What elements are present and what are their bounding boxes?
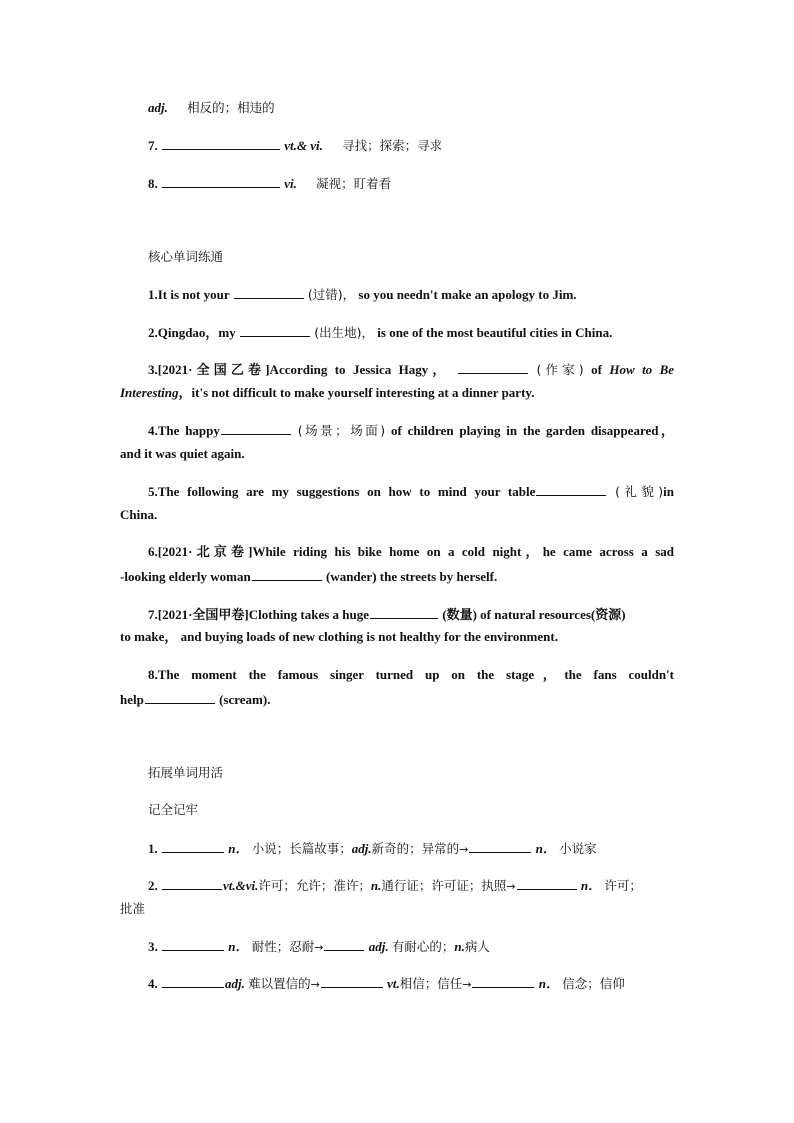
- answer-blank[interactable]: [472, 974, 534, 988]
- question-3: [148, 360, 674, 379]
- hint: (数量) of natural resources(资源): [442, 607, 626, 622]
- question-text: 4.The happy: [148, 423, 220, 438]
- question-text: in: [663, 484, 674, 499]
- section-title: 拓展单词用活: [148, 765, 224, 780]
- pos-label: adj.: [351, 841, 372, 856]
- book-title: Interesting: [120, 385, 179, 400]
- arrow-icon: →: [462, 978, 472, 991]
- hint: (出生地)，: [314, 325, 375, 340]
- meaning: 通行证；许可证；执照: [381, 878, 507, 893]
- pos-label: vi.: [284, 176, 297, 191]
- pos-label: adj.: [148, 100, 168, 115]
- answer-blank[interactable]: [234, 285, 304, 299]
- question-8-cont: [120, 690, 674, 709]
- question-text: and buying loads of new clothing is not healthy for the environment.: [180, 629, 558, 644]
- answer-blank[interactable]: [252, 567, 322, 581]
- pos-label: n．: [538, 976, 559, 991]
- answer-blank[interactable]: [162, 136, 280, 150]
- question-5: [148, 482, 674, 501]
- item-number: 3.: [148, 939, 158, 954]
- answer-blank[interactable]: [536, 482, 606, 496]
- item-number: 8.: [148, 176, 158, 191]
- question-text: 5.The following are my suggestions on how to mind your table: [148, 484, 536, 499]
- pos-label: n．: [535, 841, 556, 856]
- question-3-cont: [120, 384, 674, 402]
- meaning: 新奇的；异常的: [371, 841, 460, 856]
- meaning: 信念；信仰: [562, 976, 625, 991]
- question-4: [148, 421, 674, 440]
- question-7-cont: [120, 628, 674, 646]
- meaning: 凝视；盯着看: [316, 176, 392, 191]
- meaning: 小说；长篇故事；: [251, 841, 352, 856]
- question-6-cont: [120, 567, 674, 586]
- question-text: ，it's not difficult to make yourself interesting at a dinner party.: [178, 385, 535, 400]
- question-text: 3.[2021·全国乙卷]According to Jessica Hagy，: [148, 362, 450, 377]
- answer-blank[interactable]: [469, 839, 531, 853]
- meaning: 许可；: [604, 878, 642, 893]
- question-text: of children playing in the garden disappeared，: [390, 423, 675, 438]
- meaning: 相反的；相违的: [187, 100, 275, 115]
- meaning: 耐性；忍耐: [251, 939, 315, 954]
- answer-blank[interactable]: [458, 360, 528, 374]
- meaning: 小说家: [559, 841, 597, 856]
- item-number: 1.: [148, 841, 158, 856]
- question-text: so you needn't make an apology to Jim.: [358, 287, 577, 302]
- answer-blank[interactable]: [240, 323, 310, 337]
- question-2: [148, 323, 674, 342]
- item-number: 7.: [148, 138, 158, 153]
- meaning: 相信；信任: [399, 976, 463, 991]
- answer-blank[interactable]: [162, 839, 224, 853]
- answer-blank[interactable]: [162, 174, 280, 188]
- adj-line: [148, 99, 674, 117]
- question-text: help: [120, 692, 144, 707]
- arrow-icon: →: [314, 941, 324, 954]
- pos-label: n．: [580, 878, 602, 893]
- arrow-icon: →: [310, 978, 320, 991]
- answer-blank[interactable]: [162, 974, 224, 988]
- hint: (场景；场面): [297, 423, 386, 438]
- question-text: -looking elderly woman: [120, 569, 251, 584]
- question-text: 7.[2021·全国甲卷]Clothing takes a huge: [148, 607, 370, 622]
- answer-blank[interactable]: [321, 974, 383, 988]
- answer-blank[interactable]: [517, 876, 577, 890]
- answer-blank[interactable]: [162, 937, 224, 951]
- expand-item-2-cont: 批准: [120, 901, 146, 916]
- pos-label: vt.: [387, 976, 400, 991]
- question-7: [148, 605, 674, 624]
- question-text: to make，: [120, 629, 178, 644]
- pos-label: vt.&vi.: [223, 878, 259, 893]
- question-4-cont: and it was quiet again.: [120, 446, 245, 461]
- answer-blank[interactable]: [145, 690, 215, 704]
- pos-label: n．: [228, 939, 249, 954]
- expand-item-2: [148, 876, 674, 896]
- item-number: 2.: [148, 878, 158, 893]
- vocab-item-7: [148, 136, 674, 155]
- question-6: 6.[2021·北京卷]While riding his bike home on a cold night，he came across a sad: [148, 544, 674, 559]
- question-5-cont: China.: [120, 507, 158, 522]
- hint: (礼貌): [615, 484, 664, 499]
- expand-item-1: [148, 839, 674, 859]
- book-title: How to Be: [609, 362, 675, 377]
- vocab-item-8: [148, 174, 674, 193]
- answer-blank[interactable]: [221, 421, 291, 435]
- pos-label: vt.& vi.: [284, 138, 323, 153]
- meaning: 病人: [464, 939, 490, 954]
- pos-label: n.: [370, 878, 382, 893]
- answer-blank[interactable]: [162, 876, 222, 890]
- hint: (scream).: [219, 692, 271, 707]
- pos-label: n．: [228, 841, 249, 856]
- answer-blank[interactable]: [324, 937, 364, 951]
- question-text: is one of the most beautiful cities in China.: [377, 325, 613, 340]
- meaning: 有耐心的；: [391, 939, 455, 954]
- hint: (过错)，: [307, 287, 356, 302]
- pos-label: adj.: [225, 976, 245, 991]
- item-number: 4.: [148, 976, 158, 991]
- question-text: 2.Qingdao，my: [148, 325, 236, 340]
- section-subtitle: 记全记牢: [148, 802, 199, 817]
- meaning: 寻找；探索；寻求: [342, 138, 443, 153]
- arrow-icon: →: [459, 843, 469, 856]
- question-8: 8.The moment the famous singer turned up on the stage，the fans couldn't: [148, 667, 674, 682]
- question-text: of: [591, 362, 602, 377]
- arrow-icon: →: [506, 880, 516, 893]
- expand-item-4: [148, 974, 674, 994]
- meaning: 难以置信的: [248, 976, 311, 991]
- expand-item-3: [148, 937, 674, 957]
- pos-label: n.: [454, 939, 465, 954]
- answer-blank[interactable]: [370, 605, 438, 619]
- question-1: [148, 285, 674, 304]
- hint: (wander) the streets by herself.: [325, 569, 498, 584]
- meaning: 许可；允许；准许；: [258, 878, 371, 893]
- question-text: 1.It is not your: [148, 287, 230, 302]
- pos-label: adj.: [368, 939, 389, 954]
- section-title: 核心单词练通: [148, 249, 224, 264]
- hint: (作家): [536, 362, 584, 377]
